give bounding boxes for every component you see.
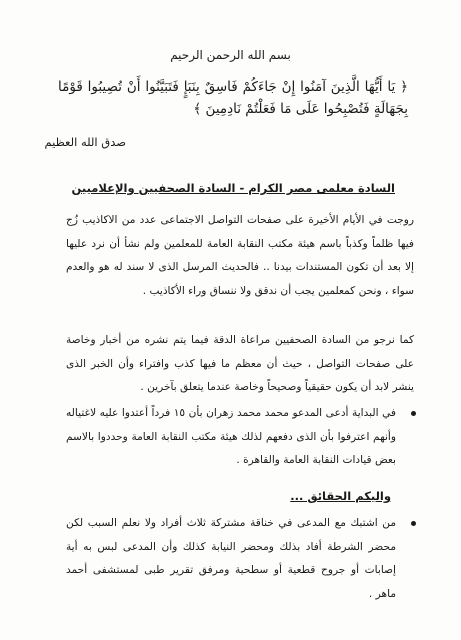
bullet-text: في البداية أدعى المدعو محمد محمد زهران بأن ١٥ فرداً أعتدوا عليه لاغتياله وأنهم اعترفوا بأن الذى دفعهم لذلك هيئة مكتب النقابة العامة وحددوا بالاسم بعض قيادات النقابة العامة والقاهرة .	[66, 407, 396, 466]
quran-verse: ﴿ يَا أَيُّهَا الَّذِينَ آمَنُوا إِنْ جَاءَكُمْ فَاسِقٌ بِنَبَإٍ فَتَبَيَّنُوا أَنْ تُصِيبُوا قَوْمًا بِجَهَالَةٍ فَتُصْبِحُوا عَلَى مَا فَعَلْتُمْ نَادِمِينَ ﴾	[58, 79, 408, 117]
bullet-dot-icon	[411, 521, 416, 526]
paragraph-journalists: كما نرجو من السادة الصحفيين مراعاة الدقة فيما يتم نشره من أخبار وخاصة على صفحات التواصل ، حيث أن معظم ما فيها كذب وافتراء وأن الخبر الذى ينشر لابد أن يكون حقيقياً وصحيحاً وخاصة عندما يتعلق بآخرين .	[66, 334, 414, 393]
bullet-item-facts	[66, 512, 416, 606]
facts-heading: واليكم الحقائق ...	[290, 489, 391, 503]
bullet-dot-icon	[411, 411, 416, 416]
sadaq-line: صدق الله العظيم	[44, 135, 126, 149]
bullet-text: من اشتبك مع المدعى في خناقة مشتركة ثلاث أفراد ولا نعلم السبب لكن محضر الشرطة أفاد بذلك ومحضر النيابة كذلك وأن المدعى لبس به أية إصابات أو جروح قطعية أو سطحية ومرفق تقرير طبى لمستشفى أحمد ماهر .	[66, 517, 396, 600]
address-heading: السادة معلمى مصر الكرام - السادة الصحفيين والإعلاميين	[71, 181, 395, 195]
paragraph-intro: روجت في الأيام الأخيرة على صفحات التواصل الاجتماعى عدد من الاكاذيب زُج فيها ظلماً وكذباً باسم هيئة مكتب النقابة العامة للمعلمين ولم نشأ أن نرد عليها إلا بعد أن تكون المستندات بيدنا .. فالحديث المرسل الذى لا سند له هو والعدم سواء ، ونحن كمعلمين يجب أن ندقق ولا ننساق وراء الأكاذيب .	[66, 214, 414, 297]
basmala-line: بسم الله الرحمن الرحيم	[170, 48, 291, 62]
bullet-item-claim	[66, 402, 416, 473]
